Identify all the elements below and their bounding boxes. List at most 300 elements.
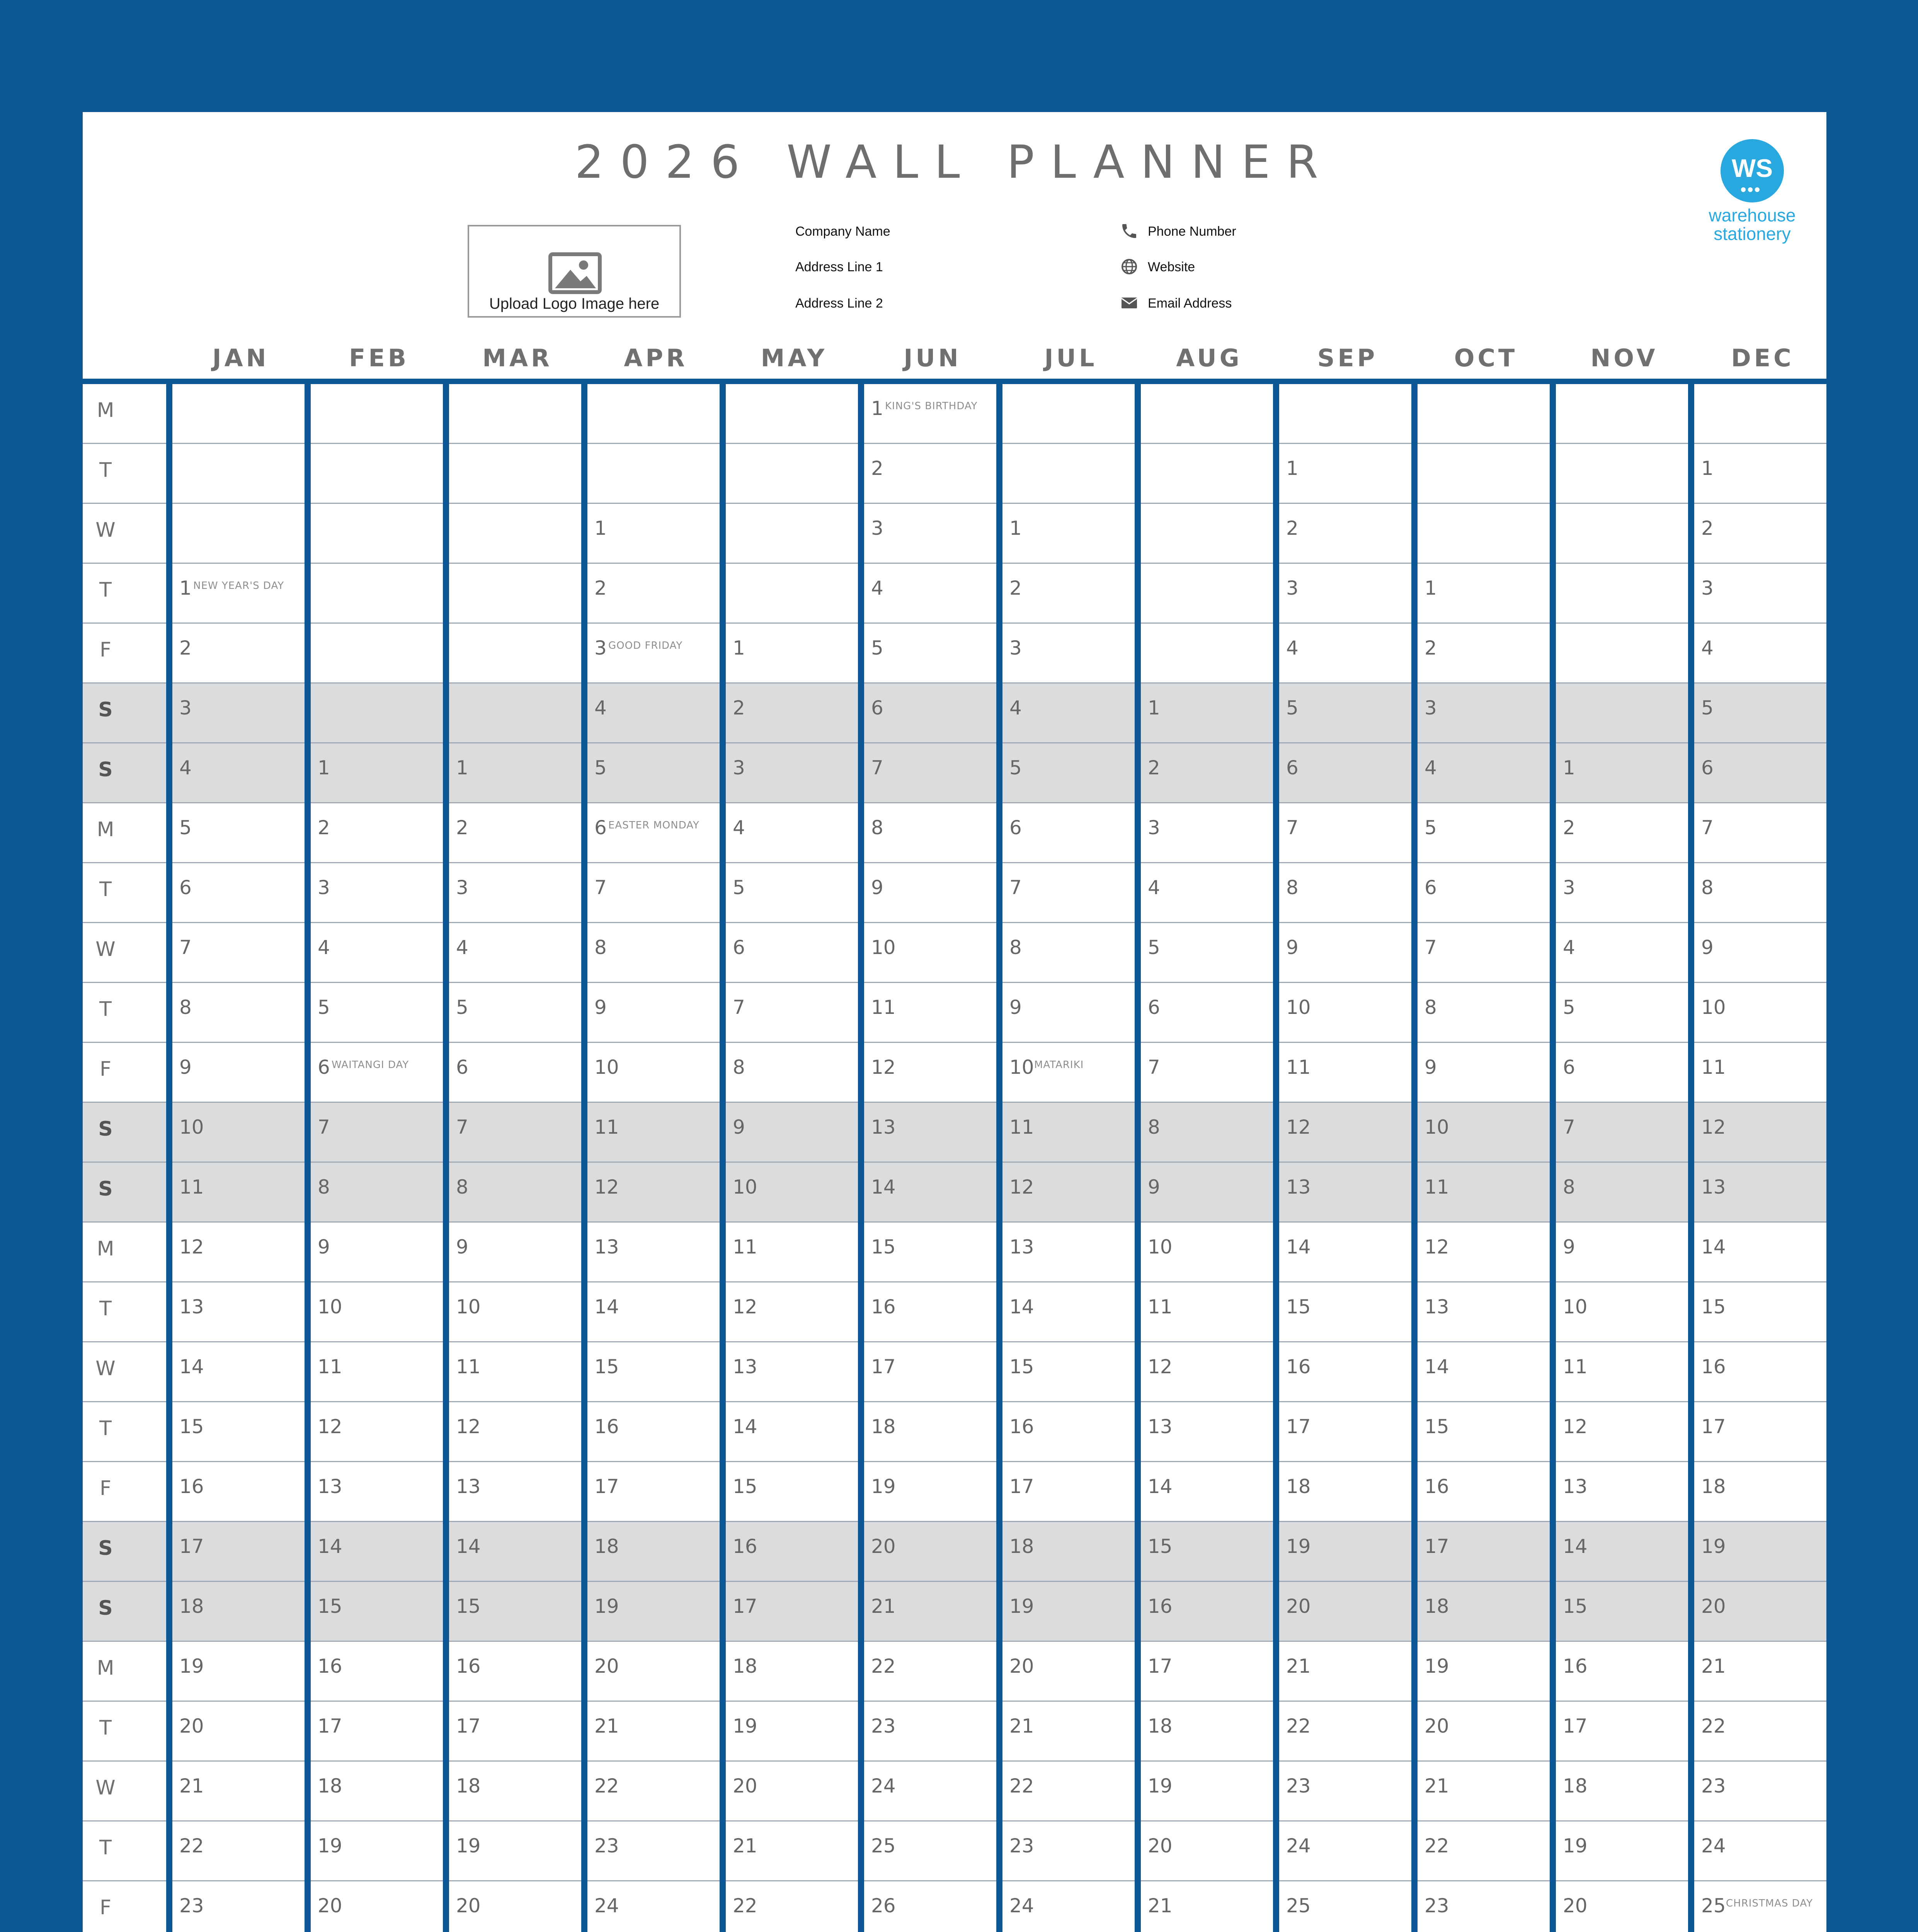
day-cell[interactable]: 8 <box>871 816 883 839</box>
day-cell[interactable]: 1 <box>594 517 607 539</box>
day-cell[interactable]: 5 <box>871 637 883 659</box>
day-cell[interactable]: 7 <box>456 1116 468 1138</box>
day-cell[interactable]: 18 <box>733 1655 757 1677</box>
day-cell[interactable]: 19 <box>456 1835 481 1857</box>
day-cell[interactable]: 9 <box>1701 936 1714 959</box>
day-cell[interactable]: 18 <box>1148 1715 1173 1737</box>
day-cell[interactable]: 10 <box>179 1116 204 1138</box>
day-cell[interactable]: 21 <box>594 1715 619 1737</box>
day-cell[interactable]: 13 <box>1424 1296 1449 1318</box>
email-icon <box>1120 294 1139 312</box>
day-cell[interactable]: 18 <box>1009 1535 1034 1558</box>
day-cell[interactable]: 7 <box>1701 816 1714 839</box>
day-cell[interactable]: 5 <box>318 996 330 1019</box>
day-cell[interactable]: 7 <box>871 757 883 779</box>
header-divider <box>83 379 1826 384</box>
day-cell[interactable]: 20 <box>1148 1835 1173 1857</box>
day-cell[interactable]: 10 <box>1701 996 1726 1019</box>
day-cell[interactable]: 2 <box>733 697 745 719</box>
day-cell[interactable]: 19 <box>1424 1655 1449 1677</box>
day-cell[interactable]: 21 <box>1286 1655 1311 1677</box>
day-cell[interactable]: 17 <box>594 1475 619 1498</box>
day-cell[interactable]: 22 <box>1424 1835 1449 1857</box>
day-cell[interactable]: 6 <box>1424 876 1437 899</box>
day-cell[interactable]: 6 <box>1563 1056 1575 1078</box>
day-cell[interactable]: 5 <box>179 816 192 839</box>
day-cell[interactable]: 25 <box>1286 1895 1311 1917</box>
brand-line-2: stationery <box>1714 224 1791 244</box>
day-cell[interactable]: 10 <box>733 1176 757 1198</box>
day-cell[interactable]: 17 <box>1701 1415 1726 1438</box>
day-cell[interactable]: 16 <box>456 1655 481 1677</box>
day-cell[interactable]: 18 <box>179 1595 204 1617</box>
month-column-divider <box>1135 384 1141 1932</box>
day-cell[interactable]: 18 <box>1563 1775 1588 1797</box>
day-cell[interactable]: 6 <box>1286 757 1299 779</box>
day-cell[interactable]: 8 <box>1148 1116 1160 1138</box>
image-icon <box>548 252 602 294</box>
day-cell[interactable]: 11 <box>1701 1056 1726 1078</box>
day-cell[interactable]: 9 <box>733 1116 745 1138</box>
day-cell[interactable]: 14 <box>733 1415 757 1438</box>
day-cell[interactable]: 23 <box>871 1715 896 1737</box>
day-cell[interactable]: 5 <box>1701 697 1714 719</box>
day-cell[interactable]: 6 <box>1009 816 1022 839</box>
day-cell[interactable]: 7 <box>1563 1116 1575 1138</box>
day-cell[interactable]: 7 <box>733 996 745 1019</box>
day-cell[interactable]: 24 <box>1009 1895 1034 1917</box>
day-cell[interactable]: 18 <box>456 1775 481 1797</box>
day-cell[interactable]: 18 <box>1424 1595 1449 1617</box>
day-cell[interactable]: 9 <box>456 1236 468 1258</box>
day-cell[interactable]: 3 <box>318 876 330 899</box>
day-cell[interactable]: 8 <box>456 1176 468 1198</box>
day-cell[interactable]: 4 <box>318 936 330 959</box>
day-cell[interactable]: 1 <box>1148 697 1160 719</box>
month-column-divider <box>1273 384 1279 1932</box>
day-cell[interactable]: 1 <box>1424 577 1437 599</box>
day-cell[interactable]: 14 <box>1009 1296 1034 1318</box>
day-cell[interactable]: 17 <box>179 1535 204 1558</box>
day-cell[interactable]: 20 <box>318 1895 342 1917</box>
day-cell[interactable]: 22 <box>871 1655 896 1677</box>
day-cell[interactable]: 14 <box>1563 1535 1588 1558</box>
day-cell[interactable]: 17 <box>456 1715 481 1737</box>
day-cell[interactable]: 7 <box>1286 816 1299 839</box>
week-row <box>83 983 1826 1043</box>
day-cell[interactable]: 13 <box>318 1475 342 1498</box>
day-cell[interactable]: 18 <box>1701 1475 1726 1498</box>
day-cell[interactable]: 7 <box>1148 1056 1160 1078</box>
day-cell[interactable]: 16 <box>1009 1415 1034 1438</box>
day-cell[interactable]: 15 <box>456 1595 481 1617</box>
day-cell[interactable]: 14 <box>871 1176 896 1198</box>
day-cell[interactable]: 20 <box>456 1895 481 1917</box>
day-cell[interactable]: 10 <box>1148 1236 1173 1258</box>
day-cell[interactable]: 18 <box>594 1535 619 1558</box>
day-cell[interactable]: 17 <box>1563 1715 1588 1737</box>
day-cell[interactable]: 16 <box>1424 1475 1449 1498</box>
week-row <box>83 1282 1826 1342</box>
day-cell[interactable]: 2 <box>594 577 607 599</box>
day-cell[interactable]: 13 <box>1701 1176 1726 1198</box>
day-cell[interactable]: 22 <box>1286 1715 1311 1737</box>
day-cell[interactable]: 3 <box>871 517 883 539</box>
day-cell[interactable]: 1 <box>1701 457 1714 480</box>
day-cell[interactable]: 12 <box>1424 1236 1449 1258</box>
day-cell[interactable]: 23 <box>1286 1775 1311 1797</box>
day-cell[interactable]: 12 <box>1009 1176 1034 1198</box>
day-cell[interactable]: 10 <box>1286 996 1311 1019</box>
day-cell[interactable]: 5 <box>1148 936 1160 959</box>
day-cell[interactable]: 21 <box>1701 1655 1726 1677</box>
day-cell[interactable]: 23 <box>1424 1895 1449 1917</box>
day-cell[interactable]: 2 <box>456 816 468 839</box>
day-cell[interactable]: 11 <box>179 1176 204 1198</box>
day-cell[interactable]: 19 <box>733 1715 757 1737</box>
day-cell[interactable]: 4 <box>1563 936 1575 959</box>
day-cell[interactable]: 9 <box>1286 936 1299 959</box>
day-cell[interactable]: 13 <box>1148 1415 1173 1438</box>
day-cell[interactable]: 12 <box>1148 1355 1173 1378</box>
day-cell[interactable]: 11 <box>1286 1056 1311 1078</box>
day-cell[interactable]: 17 <box>733 1595 757 1617</box>
month-label-feb: FEB <box>349 344 409 372</box>
day-cell[interactable]: 14 <box>318 1535 342 1558</box>
upload-logo-label: Upload Logo Image here <box>489 295 660 312</box>
day-cell[interactable]: 3 <box>1563 876 1575 899</box>
day-cell[interactable]: 8 <box>1563 1176 1575 1198</box>
day-cell[interactable]: 24 <box>1286 1835 1311 1857</box>
day-cell[interactable]: 14 <box>594 1296 619 1318</box>
day-cell[interactable]: 7 <box>179 936 192 959</box>
brand-logo <box>1697 139 1812 255</box>
day-cell[interactable]: 6 <box>594 816 607 839</box>
day-cell[interactable]: 13 <box>179 1296 204 1318</box>
day-cell[interactable]: 6 <box>1701 757 1714 779</box>
day-cell[interactable]: 13 <box>594 1236 619 1258</box>
day-cell[interactable]: 12 <box>318 1415 342 1438</box>
day-cell[interactable]: 8 <box>318 1176 330 1198</box>
upload-logo-button[interactable] <box>468 225 681 318</box>
day-cell[interactable]: 21 <box>1148 1895 1173 1917</box>
day-cell[interactable]: 17 <box>1424 1535 1449 1558</box>
day-cell[interactable]: 14 <box>456 1535 481 1558</box>
day-cell[interactable]: 2 <box>1563 816 1575 839</box>
day-cell[interactable]: 15 <box>179 1415 204 1438</box>
day-cell[interactable]: 18 <box>1286 1475 1311 1498</box>
day-cell[interactable]: 9 <box>1009 996 1022 1019</box>
day-cell[interactable]: 6 <box>456 1056 468 1078</box>
day-cell[interactable]: 22 <box>594 1775 619 1797</box>
day-cell[interactable]: 3 <box>733 757 745 779</box>
day-cell[interactable]: 4 <box>1148 876 1160 899</box>
day-cell[interactable]: 15 <box>1148 1535 1173 1558</box>
day-cell[interactable]: 1 <box>871 397 883 420</box>
day-cell[interactable]: 13 <box>1563 1475 1588 1498</box>
day-cell[interactable]: 21 <box>871 1595 896 1617</box>
day-cell[interactable]: 17 <box>1286 1415 1311 1438</box>
day-cell[interactable]: 5 <box>1286 697 1299 719</box>
day-cell[interactable]: 9 <box>179 1056 192 1078</box>
day-cell[interactable]: 1 <box>733 637 745 659</box>
day-cell[interactable]: 2 <box>179 637 192 659</box>
day-cell[interactable]: 4 <box>871 577 883 599</box>
week-row <box>83 624 1826 684</box>
day-cell[interactable]: 16 <box>594 1415 619 1438</box>
day-cell[interactable]: 26 <box>871 1895 896 1917</box>
day-cell[interactable]: 19 <box>1148 1775 1173 1797</box>
day-cell[interactable]: 7 <box>318 1116 330 1138</box>
day-cell[interactable]: 3 <box>1424 697 1437 719</box>
day-cell[interactable]: 23 <box>1009 1835 1034 1857</box>
day-cell[interactable]: 4 <box>594 697 607 719</box>
day-cell[interactable]: 25 <box>1701 1895 1726 1917</box>
day-cell[interactable]: 2 <box>1701 517 1714 539</box>
day-cell[interactable]: 16 <box>1148 1595 1173 1617</box>
day-cell[interactable]: 3 <box>594 637 607 659</box>
month-header <box>83 344 1826 371</box>
day-cell[interactable]: 5 <box>1009 757 1022 779</box>
day-cell[interactable]: 4 <box>1701 637 1714 659</box>
day-cell[interactable]: 5 <box>1424 816 1437 839</box>
day-cell[interactable]: 21 <box>179 1775 204 1797</box>
day-cell[interactable]: 20 <box>871 1535 896 1558</box>
day-cell[interactable]: 13 <box>1009 1236 1034 1258</box>
day-cell[interactable]: 7 <box>1009 876 1022 899</box>
day-cell[interactable]: 16 <box>733 1535 757 1558</box>
weekday-label: W <box>95 519 116 542</box>
day-cell[interactable]: 20 <box>1701 1595 1726 1617</box>
day-cell[interactable]: 11 <box>733 1236 757 1258</box>
day-cell[interactable]: 4 <box>456 936 468 959</box>
day-cell[interactable]: 12 <box>733 1296 757 1318</box>
day-cell[interactable]: 3 <box>456 876 468 899</box>
day-cell[interactable]: 22 <box>1009 1775 1034 1797</box>
day-cell[interactable]: 11 <box>456 1355 481 1378</box>
day-cell[interactable]: 3 <box>1701 577 1714 599</box>
day-cell[interactable]: 20 <box>179 1715 204 1737</box>
week-row <box>83 684 1826 743</box>
day-cell[interactable]: 6 <box>1148 996 1160 1019</box>
day-cell[interactable]: 3 <box>1286 577 1299 599</box>
day-cell[interactable]: 13 <box>1286 1176 1311 1198</box>
day-cell[interactable]: 16 <box>318 1655 342 1677</box>
day-cell[interactable]: 16 <box>1563 1655 1588 1677</box>
day-cell[interactable]: 4 <box>179 757 192 779</box>
day-cell[interactable]: 8 <box>594 936 607 959</box>
day-cell[interactable]: 11 <box>1148 1296 1173 1318</box>
day-cell[interactable]: 4 <box>1424 757 1437 779</box>
day-cell[interactable]: 19 <box>318 1835 342 1857</box>
week-row <box>83 1462 1826 1522</box>
day-cell[interactable]: 8 <box>1424 996 1437 1019</box>
day-cell[interactable]: 10 <box>1009 1056 1034 1078</box>
day-cell[interactable]: 22 <box>1701 1715 1726 1737</box>
day-cell[interactable]: 9 <box>1563 1236 1575 1258</box>
day-cell[interactable]: 8 <box>1009 936 1022 959</box>
day-cell[interactable]: 17 <box>1009 1475 1034 1498</box>
day-cell[interactable]: 3 <box>1009 637 1022 659</box>
day-cell[interactable]: 3 <box>1148 816 1160 839</box>
day-cell[interactable]: 21 <box>1009 1715 1034 1737</box>
day-cell[interactable]: 19 <box>871 1475 896 1498</box>
weekday-label: F <box>100 638 111 662</box>
day-cell[interactable]: 19 <box>1563 1835 1588 1857</box>
day-cell[interactable]: 18 <box>318 1775 342 1797</box>
day-cell[interactable]: 20 <box>1009 1655 1034 1677</box>
day-cell[interactable]: 14 <box>1701 1236 1726 1258</box>
day-cell[interactable]: 6 <box>318 1056 330 1078</box>
day-cell[interactable]: 12 <box>1563 1415 1588 1438</box>
day-cell[interactable]: 20 <box>1424 1715 1449 1737</box>
day-cell[interactable]: 13 <box>733 1355 757 1378</box>
day-cell[interactable]: 10 <box>456 1296 481 1318</box>
day-cell[interactable]: 25 <box>871 1835 896 1857</box>
day-cell[interactable]: 10 <box>594 1056 619 1078</box>
day-cell[interactable]: 20 <box>594 1655 619 1677</box>
day-cell[interactable]: 17 <box>1148 1655 1173 1677</box>
day-cell[interactable]: 8 <box>733 1056 745 1078</box>
day-cell[interactable]: 10 <box>871 936 896 959</box>
day-cell[interactable]: 15 <box>1563 1595 1588 1617</box>
day-cell[interactable]: 4 <box>1009 697 1022 719</box>
day-cell[interactable]: 5 <box>594 757 607 779</box>
day-cell[interactable]: 11 <box>871 996 896 1019</box>
day-cell[interactable]: 11 <box>318 1355 342 1378</box>
day-cell[interactable]: 14 <box>1424 1355 1449 1378</box>
day-cell[interactable]: 1 <box>456 757 468 779</box>
day-cell[interactable]: 23 <box>594 1835 619 1857</box>
day-cell[interactable]: 17 <box>318 1715 342 1737</box>
day-cell[interactable]: 15 <box>1009 1355 1034 1378</box>
day-cell[interactable]: 9 <box>1148 1176 1160 1198</box>
day-cell[interactable]: 2 <box>871 457 883 480</box>
day-cell[interactable]: 12 <box>594 1176 619 1198</box>
day-cell[interactable]: 18 <box>871 1415 896 1438</box>
day-cell[interactable]: 4 <box>733 816 745 839</box>
day-cell[interactable]: 1 <box>179 577 192 599</box>
day-cell[interactable]: 2 <box>1424 637 1437 659</box>
weekday-label: T <box>99 998 112 1021</box>
day-cell[interactable]: 9 <box>318 1236 330 1258</box>
day-cell[interactable]: 15 <box>871 1236 896 1258</box>
day-cell[interactable]: 14 <box>179 1355 204 1378</box>
day-cell[interactable]: 24 <box>871 1775 896 1797</box>
day-cell[interactable]: 4 <box>1286 637 1299 659</box>
day-cell[interactable]: 6 <box>871 697 883 719</box>
day-cell[interactable]: 2 <box>318 816 330 839</box>
day-cell[interactable]: 10 <box>318 1296 342 1318</box>
day-cell[interactable]: 14 <box>1286 1236 1311 1258</box>
week-row <box>83 1762 1826 1821</box>
day-cell[interactable]: 6 <box>179 876 192 899</box>
day-cell[interactable]: 16 <box>871 1296 896 1318</box>
day-cell[interactable]: 5 <box>733 876 745 899</box>
day-cell[interactable]: 1 <box>1009 517 1022 539</box>
day-cell[interactable]: 22 <box>179 1835 204 1857</box>
day-cell[interactable]: 19 <box>1286 1535 1311 1558</box>
day-cell[interactable]: 21 <box>1424 1775 1449 1797</box>
day-cell[interactable]: 11 <box>1424 1176 1449 1198</box>
phone-number: Phone Number <box>1148 224 1236 239</box>
day-cell[interactable]: 8 <box>179 996 192 1019</box>
day-cell[interactable]: 16 <box>1701 1355 1726 1378</box>
day-cell[interactable]: 2 <box>1286 517 1299 539</box>
day-cell[interactable]: 19 <box>179 1655 204 1677</box>
day-cell[interactable]: 11 <box>1009 1116 1034 1138</box>
week-row <box>83 1821 1826 1881</box>
day-cell[interactable]: 24 <box>594 1895 619 1917</box>
day-cell[interactable]: 14 <box>1148 1475 1173 1498</box>
day-cell[interactable]: 20 <box>1563 1895 1588 1917</box>
day-cell[interactable]: 20 <box>733 1775 757 1797</box>
day-cell[interactable]: 23 <box>179 1895 204 1917</box>
day-cell[interactable]: 3 <box>179 697 192 719</box>
month-column-divider <box>1688 384 1694 1932</box>
day-cell[interactable]: 13 <box>456 1475 481 1498</box>
day-cell[interactable]: 20 <box>1286 1595 1311 1617</box>
day-cell[interactable]: 11 <box>1563 1355 1588 1378</box>
day-cell[interactable]: 2 <box>1009 577 1022 599</box>
globe-icon <box>1120 257 1139 276</box>
day-cell[interactable]: 17 <box>871 1355 896 1378</box>
day-cell[interactable]: 16 <box>1286 1355 1311 1378</box>
day-cell[interactable]: 15 <box>594 1355 619 1378</box>
day-cell[interactable]: 10 <box>1424 1116 1449 1138</box>
day-cell[interactable]: 8 <box>1701 876 1714 899</box>
day-cell[interactable]: 11 <box>594 1116 619 1138</box>
day-cell[interactable]: 6 <box>733 936 745 959</box>
day-cell[interactable]: 5 <box>1563 996 1575 1019</box>
day-cell[interactable]: 1 <box>1563 757 1575 779</box>
day-cell[interactable]: 5 <box>456 996 468 1019</box>
day-cell[interactable]: 21 <box>733 1835 757 1857</box>
day-cell[interactable]: 2 <box>1148 757 1160 779</box>
day-cell[interactable]: 15 <box>1701 1296 1726 1318</box>
week-row <box>83 803 1826 863</box>
day-cell[interactable]: 19 <box>1009 1595 1034 1617</box>
day-cell[interactable]: 9 <box>871 876 883 899</box>
day-cell[interactable]: 16 <box>179 1475 204 1498</box>
day-cell[interactable]: 22 <box>733 1895 757 1917</box>
week-row <box>83 1582 1826 1642</box>
day-cell[interactable]: 12 <box>456 1415 481 1438</box>
day-cell[interactable]: 15 <box>1424 1415 1449 1438</box>
day-cell[interactable]: 12 <box>179 1236 204 1258</box>
day-cell[interactable]: 15 <box>1286 1296 1311 1318</box>
day-cell[interactable]: 12 <box>1701 1116 1726 1138</box>
day-cell[interactable]: 1 <box>1286 457 1299 480</box>
weekday-label: T <box>99 1836 112 1859</box>
day-cell[interactable]: 12 <box>1286 1116 1311 1138</box>
day-cell[interactable]: 7 <box>1424 936 1437 959</box>
day-cell[interactable]: 15 <box>733 1475 757 1498</box>
day-cell[interactable]: 1 <box>318 757 330 779</box>
day-cell[interactable]: 9 <box>1424 1056 1437 1078</box>
day-cell[interactable]: 24 <box>1701 1835 1726 1857</box>
day-cell[interactable]: 13 <box>871 1116 896 1138</box>
day-cell[interactable]: 7 <box>594 876 607 899</box>
day-cell[interactable]: 10 <box>1563 1296 1588 1318</box>
day-cell[interactable]: 12 <box>871 1056 896 1078</box>
day-cell[interactable]: 9 <box>594 996 607 1019</box>
day-cell[interactable]: 19 <box>594 1595 619 1617</box>
day-cell[interactable]: 8 <box>1286 876 1299 899</box>
day-cell[interactable]: 15 <box>318 1595 342 1617</box>
day-cell[interactable]: 23 <box>1701 1775 1726 1797</box>
day-cell[interactable]: 19 <box>1701 1535 1726 1558</box>
